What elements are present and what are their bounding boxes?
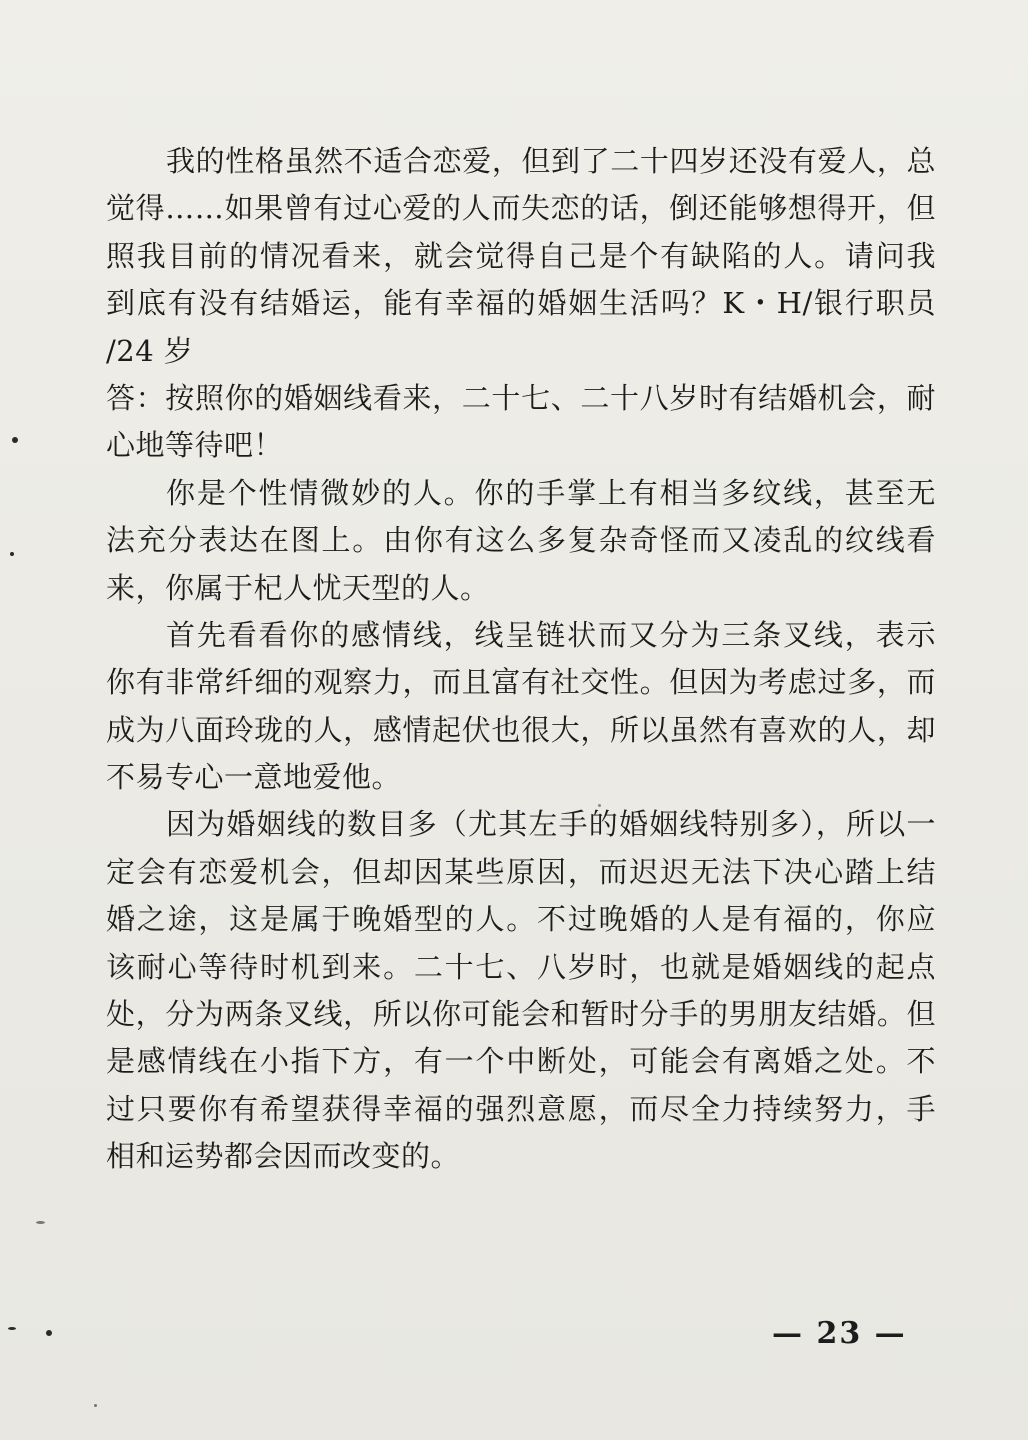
text-line: 相和运势都会因而改变的。 [106, 1139, 461, 1174]
text-line: 定会有恋爱机会，但却因某些原因，而迟迟无法下决心踏上结 [106, 854, 936, 889]
text-line: 你有非常纤细的观察力，而且富有社交性。但因为考虑过多，而 [106, 665, 936, 700]
text-line: 过只要你有希望获得幸福的强烈意愿，而尽全力持续努力，手 [106, 1091, 936, 1126]
ink-speck [46, 1330, 52, 1336]
text-line: 首先看看你的感情线，线呈链状而又分为三条叉线，表示 [166, 617, 936, 652]
ink-speck [12, 437, 18, 443]
text-line: 成为八面玲珑的人，感情起伏也很大，所以虽然有喜欢的人，却 [106, 712, 936, 747]
text-line: 法充分表达在图上。由你有这么多复杂奇怪而又凌乱的纹线看 [106, 523, 936, 558]
text-line: 心地等待吧！ [106, 428, 284, 463]
page-number: — 23 — [772, 1316, 907, 1351]
ink-speck [94, 1404, 97, 1407]
text-line: 因为婚姻线的数目多（尤其左手的婚姻线特别多），所以一 [166, 807, 936, 842]
text-line: 答：按照你的婚姻线看来，二十七、二十八岁时有结婚机会，耐 [106, 380, 936, 415]
ink-speck [8, 1327, 16, 1330]
text-line: 到底有没有结婚运，能有幸福的婚姻生活吗？K・H/银行职员 [106, 286, 936, 321]
text-line: 婚之途，这是属于晚婚型的人。不过晚婚的人是有福的，你应 [106, 902, 936, 937]
text-line: 是感情线在小指下方，有一个中断处，可能会有离婚之处。不 [106, 1044, 936, 1079]
text-line: /24 岁 [106, 333, 194, 368]
text-line: 来，你属于杞人忧天型的人。 [106, 570, 490, 605]
text-line: 我的性格虽然不适合恋爱，但到了二十四岁还没有爱人，总 [166, 144, 936, 178]
text-line: 该耐心等待时机到来。二十七、八岁时，也就是婚姻线的起点 [106, 949, 936, 984]
text-line: 照我目前的情况看来，就会觉得自己是个有缺陷的人。请问我 [106, 238, 936, 273]
text-line: 处，分为两条叉线，所以你可能会和暂时分手的男朋友结婚。但 [106, 997, 936, 1032]
ink-speck [598, 804, 601, 807]
ink-speck [36, 1221, 45, 1224]
text-line: 你是个性情微妙的人。你的手掌上有相当多纹线，甚至无 [166, 475, 936, 510]
text-line: 觉得……如果曾有过心爱的人而失恋的话，倒还能够想得开，但 [106, 191, 936, 226]
text-line: 不易专心一意地爱他。 [106, 760, 402, 795]
ink-speck [10, 552, 14, 556]
body-text [106, 138, 936, 1181]
